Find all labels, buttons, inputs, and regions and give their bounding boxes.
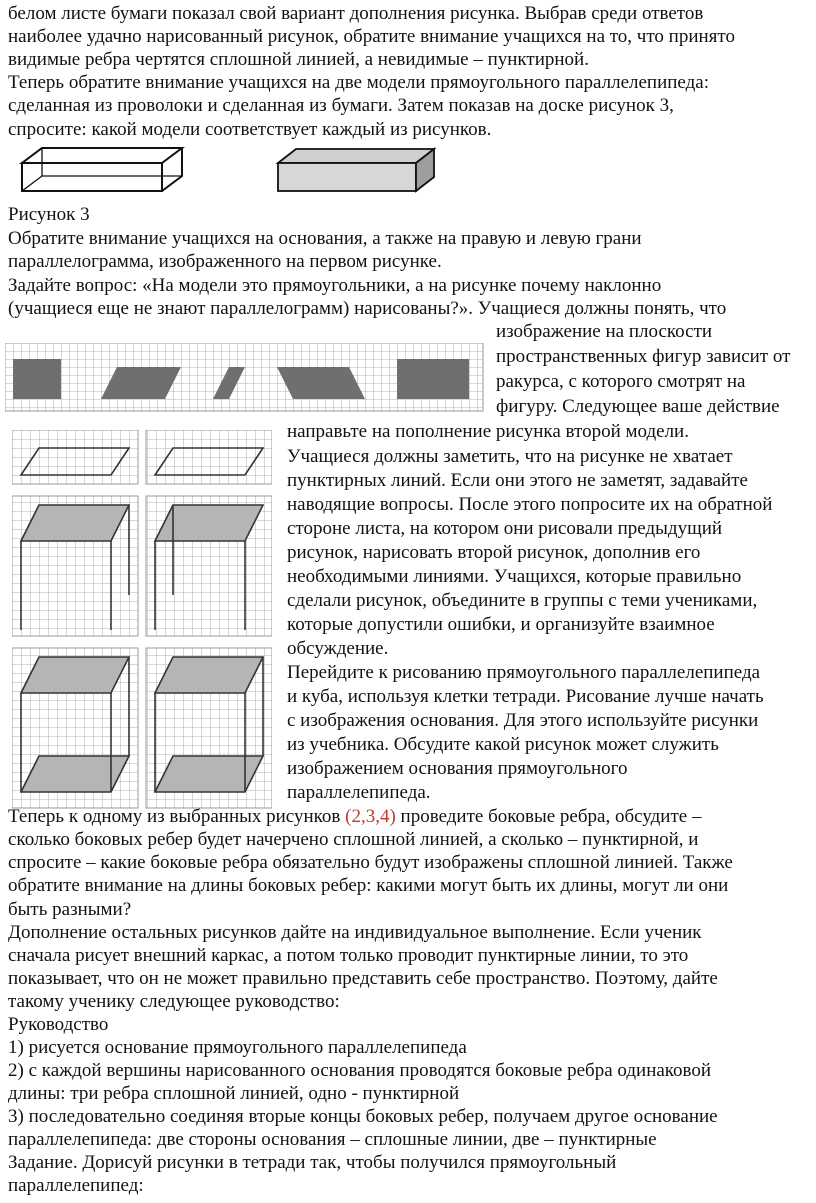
text-line: изображением основания прямоугольного <box>287 758 628 779</box>
figure-reference: (2,3,4) <box>345 806 396 827</box>
text-line: спросите – какие боковые ребра обязательно будут изображены сплошной линией. Также <box>8 852 733 873</box>
text-line: (учащиеся еще не знают параллелограмм) нарисованы?». Учащиеся должны понять, что <box>8 298 727 319</box>
text-line: Теперь обратите внимание учащихся на две модели прямоугольного параллелепипеда: <box>8 72 709 93</box>
text-line: изображение на плоскости <box>496 321 713 342</box>
wire-box-model <box>22 148 182 191</box>
shape-rectangle <box>397 359 469 399</box>
figure-caption: Рисунок 3 <box>8 204 90 225</box>
text-line: из учебника. Обсудите какой рисунок может служить <box>287 734 719 755</box>
text-line: необходимыми линиями. Учащихся, которые правильно <box>287 566 742 587</box>
text-line: Учащиеся должны заметить, что на рисунке не хватает <box>287 446 733 467</box>
text-line: параллелепипеда: две стороны основания – сплошные линии, две – пунктирные <box>8 1129 657 1150</box>
text-line: быть разными? <box>8 899 132 920</box>
text-line: Задайте вопрос: «На модели это прямоугольники, а на рисунке почему наклонно <box>8 275 662 296</box>
text-line: сделанная из проволоки и сделанная из бумаги. Затем показав на доске рисунок 3, <box>8 95 674 116</box>
text-line: обсуждение. <box>287 638 389 659</box>
paper-box-model <box>278 149 434 191</box>
text-segment: проведите боковые ребра, обсудите – <box>395 806 702 827</box>
text-line: с изображения основания. Для этого используйте рисунки <box>287 710 759 731</box>
text-line: сделали рисунок, объедините в группы с теми учениками, <box>287 590 758 611</box>
text-line: и куба, используя клетки тетради. Рисование лучше начать <box>287 686 764 707</box>
text-line: спросите: какой модели соответствует каждый из рисунков. <box>8 119 492 140</box>
figure3-models <box>18 143 438 195</box>
grid-shapes-strip <box>5 343 485 413</box>
text-line: длины: три ребра сплошной линией, одно - пунктирной <box>8 1083 460 1104</box>
list-item: 3) последовательно соединяя вторые концы боковых ребер, получаем другое основание <box>8 1106 718 1127</box>
text-line: Обратите внимание учащихся на основания, а также на правую и левую грани <box>8 228 642 249</box>
text-line: видимые ребра чертятся сплошной линией, а невидимые – пунктирной. <box>8 49 589 70</box>
text-line: фигуру. Следующее ваше действие <box>496 396 780 417</box>
text-line: пунктирных линий. Если они этого не заметят, задавайте <box>287 470 748 491</box>
text-line: рисунок, нарисовать второй рисунок, дополнив его <box>287 542 701 563</box>
text-line: сначала рисует внешний каркас, а потом только проводит пунктирные линии, то это <box>8 945 689 966</box>
section-heading: Руководство <box>8 1014 109 1035</box>
text-line: наиболее удачно нарисованный рисунок, обратите внимание учащихся на то, что принято <box>8 26 735 47</box>
shape-square <box>13 359 61 399</box>
text-line: сколько боковых ребер будет начерчено сплошной линией, а сколько – пунктирной, и <box>8 829 699 850</box>
text-line: пространственных фигур зависит от <box>496 346 791 367</box>
text-line: белом листе бумаги показал свой вариант дополнения рисунка. Выбрав среди ответов <box>8 3 704 24</box>
text-line: показывает, что он не может правильно представить себе пространство. Поэтому, дайте <box>8 968 718 989</box>
text-line: ракурса, с которого смотрят на <box>496 371 746 392</box>
list-item: 2) с каждой вершины нарисованного основания проводятся боковые ребра одинаковой <box>8 1060 712 1081</box>
text-line: такому ученику следующее руководство: <box>8 991 340 1012</box>
text-line: параллелепипед: <box>8 1175 144 1196</box>
text-line: параллелепипеда. <box>287 782 431 803</box>
text-line: Перейдите к рисованию прямоугольного параллелепипеда <box>287 662 761 683</box>
text-line: наводящие вопросы. После этого попросите их на обратной <box>287 494 773 515</box>
text-line: направьте на пополнение рисунка второй модели. <box>287 421 689 442</box>
text-line: обратите внимание на длины боковых ребер: какими могут быть их длины, могут ли они <box>8 875 729 896</box>
text-line: Дополнение остальных рисунков дайте на индивидуальное выполнение. Если ученик <box>8 922 702 943</box>
list-item: 1) рисуется основание прямоугольного параллелепипеда <box>8 1037 467 1058</box>
text-segment: Теперь к одному из выбранных рисунков <box>8 806 346 827</box>
text-line-with-highlight <box>8 805 701 829</box>
text-line: параллелограмма, изображенного на первом рисунке. <box>8 251 442 272</box>
task-line: Задание. Дорисуй рисунки в тетради так, чтобы получился прямоугольный <box>8 1152 617 1173</box>
text-line: стороне листа, на котором они рисовали предыдущий <box>287 518 723 539</box>
text-line: которые допустили ошибки, и организуйте взаимное <box>287 614 715 635</box>
grid-panels-parallelepipeds <box>12 430 272 810</box>
